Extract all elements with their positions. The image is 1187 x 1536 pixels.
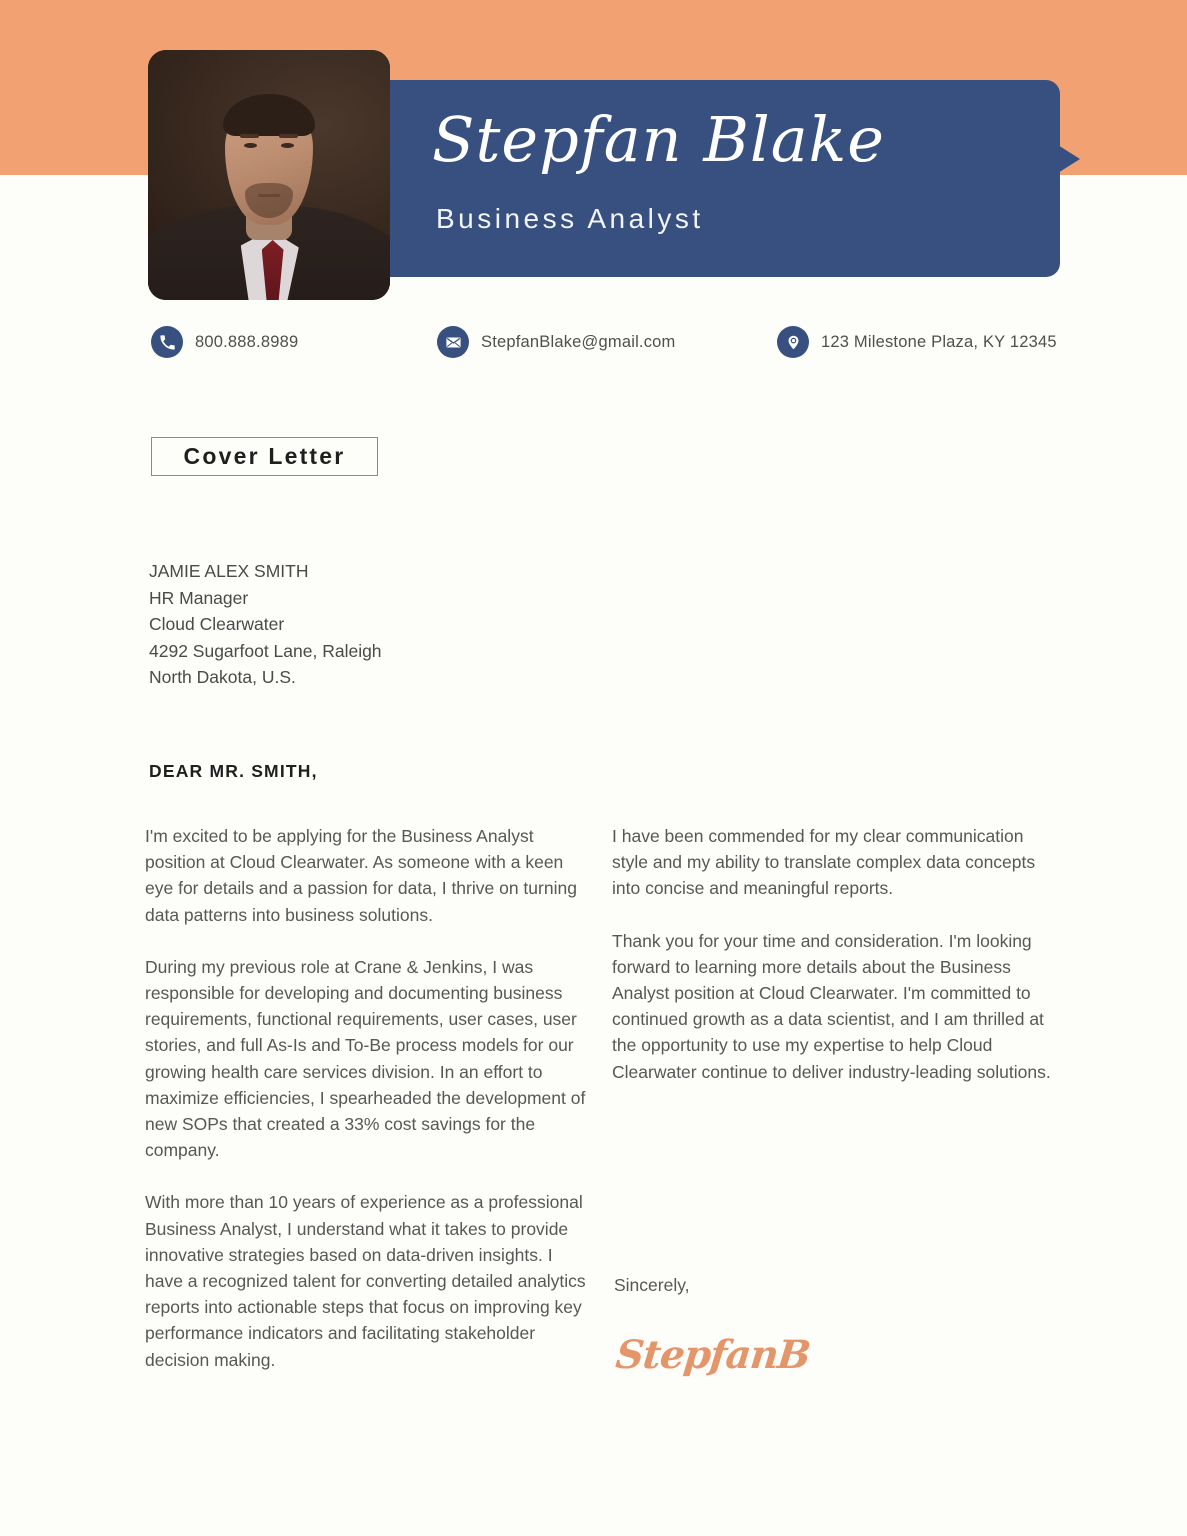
signature: StepfanB [613,1332,813,1378]
applicant-job-title: Business Analyst [436,203,704,234]
photo-eye-left [244,143,257,148]
contact-address-text: 123 Milestone Plaza, KY 12345 [821,332,1057,351]
body-left-column [145,823,587,1399]
body-paragraph: With more than 10 years of experience as a professional Business Analyst, I understand what it takes to provide innovative strategies based on data-driven insights. I have a recognized talent for converting detailed analytics reports into actionable steps that focus on improving key performance indicators and facilitating stakeholder decision making. [145,1192,586,1370]
applicant-name: Stepfan Blake [432,103,885,176]
photo-eyebrow-right [279,134,298,138]
body-right-column [612,823,1054,1111]
photo-eyebrow-left [240,134,259,138]
cover-letter-badge [151,437,378,476]
phone-icon [151,326,183,358]
contact-item-email[interactable] [437,326,676,358]
recipient-line: 4292 Sugarfoot Lane, Raleigh [149,640,382,661]
recipient-line: Cloud Clearwater [149,614,285,634]
closing-sincerely: Sincerely, [614,1275,690,1295]
body-paragraph: I have been commended for my clear communication style and my ability to translate complex data concepts into concise and meaningful reports. [612,826,1036,899]
contact-phone-text: 800.888.8989 [195,332,299,351]
recipient-line: JAMIE ALEX SMITH [149,561,309,581]
recipient-line: North Dakota, U.S. [149,667,296,687]
photo-eye-right [281,143,294,148]
cover-letter-badge-label: Cover Letter [183,443,346,469]
body-paragraph: Thank you for your time and consideration. I'm looking forward to learning more details about the Business Analyst position at Cloud Clearwater. I'm committed to continued growth as a data scientist, and I am thrilled at the opportunity to use my expertise to help Cloud Clearwater continue to deliver industry-leading solutions. [612,930,1051,1082]
contact-item-address[interactable] [777,326,1057,358]
photo-mouth [258,194,280,197]
contact-item-phone[interactable] [151,326,298,358]
body-paragraph: I'm excited to be applying for the Business Analyst position at Cloud Clearwater. As someone with a keen eye for details and a passion for data, I thrive on turning data patterns into business solutions. [145,826,577,925]
recipient-address-block [149,558,382,691]
contact-email-text: StepfanBlake@gmail.com [481,332,676,351]
map-pin-icon [777,326,809,358]
navy-banner-arrow-tab [1050,140,1080,178]
recipient-line: HR Manager [149,587,249,608]
document-header [0,0,1187,320]
envelope-icon [437,326,469,358]
body-paragraph: During my previous role at Crane & Jenkins, I was responsible for developing and documenting business requirements, functional requirements, user cases, user stories, and full As-Is and To-Be process models for our growing health care services division. In an effort to maximize efficiencies, I spearheaded the development of new SOPs that created a 33% cost savings for the company. [145,956,586,1161]
salutation: DEAR MR. SMITH, [149,761,318,781]
headshot-photo [148,50,390,300]
contact-info-row [0,326,1187,372]
